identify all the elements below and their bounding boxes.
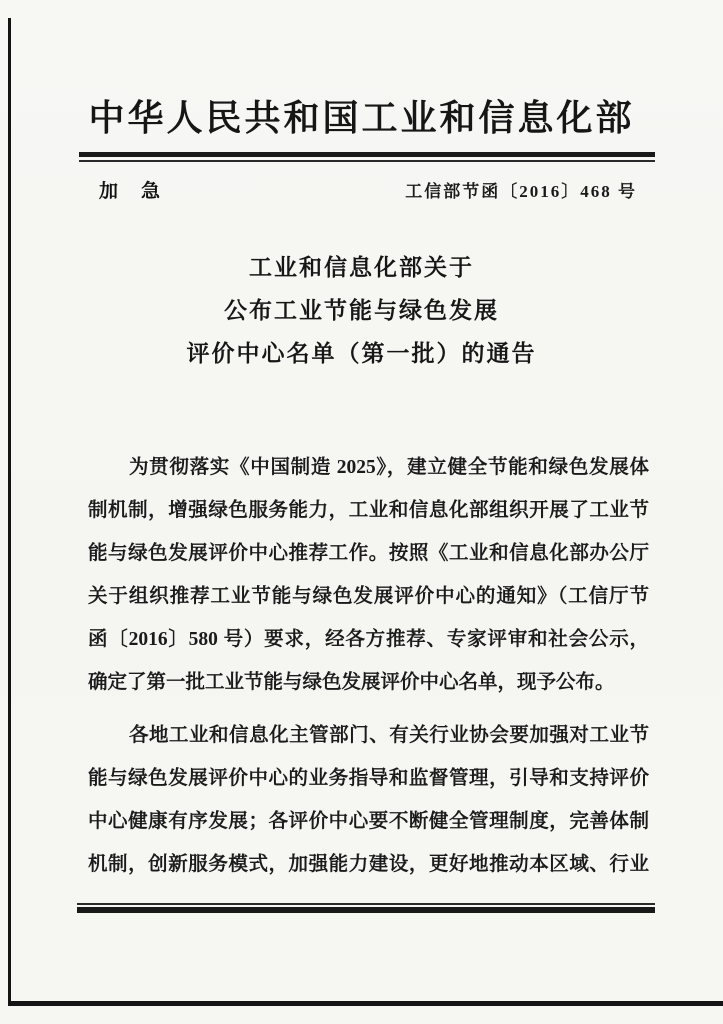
paragraph-1 <box>88 446 649 704</box>
document-body <box>88 446 649 886</box>
paragraph-2 <box>88 714 649 886</box>
document-number: 工信部节函〔2016〕468 号 <box>405 182 637 201</box>
document-title-line-3: 评价中心名单（第一批）的通告 <box>186 341 537 366</box>
urgency-label: 加 急 <box>99 181 163 202</box>
document-title-line-1: 工业和信息化部关于 <box>249 255 474 280</box>
body-line: 为贯彻落实《中国制造 2025》，建立健全节能和绿色发展体 <box>128 457 649 478</box>
body-line: 能与绿色发展评价中心推荐工作。按照《工业和信息化部办公厅 <box>88 543 649 564</box>
document-meta-row <box>79 176 655 203</box>
document-title <box>0 246 723 375</box>
scan-border-left <box>8 18 11 1006</box>
body-line: 关于组织推荐工业节能与绿色发展评价中心的通知》（工信厅节 <box>88 586 649 607</box>
letterhead-rule <box>79 152 655 162</box>
document-title-line-2: 公布工业节能与绿色发展 <box>224 298 499 323</box>
letterhead-rule-thick <box>79 152 655 157</box>
footer-rule-thick <box>77 907 655 913</box>
scan-border-bottom <box>8 1001 723 1006</box>
body-line: 机制，创新服务模式，加强能力建设，更好地推动本区域、行业 <box>88 854 649 875</box>
body-line: 制机制，增强绿色服务能力，工业和信息化部组织开展了工业节 <box>88 500 649 521</box>
body-line: 能与绿色发展评价中心的业务指导和监督管理，引导和支持评价 <box>88 768 649 789</box>
footer-rule-thin <box>77 903 655 905</box>
letterhead-agency-name: 中华人民共和国工业和信息化部 <box>88 98 635 138</box>
body-line: 中心健康有序发展；各评价中心要不断健全管理制度，完善体制 <box>88 811 649 832</box>
body-line: 函〔2016〕580 号）要求，经各方推荐、专家评审和社会公示， <box>88 629 649 650</box>
letterhead-rule-thin <box>79 160 655 162</box>
body-line: 各地工业和信息化主管部门、有关行业协会要加强对工业节 <box>128 725 649 746</box>
footer-rule <box>77 903 655 913</box>
body-line: 确定了第一批工业节能与绿色发展评价中心名单，现予公布。 <box>88 672 615 693</box>
